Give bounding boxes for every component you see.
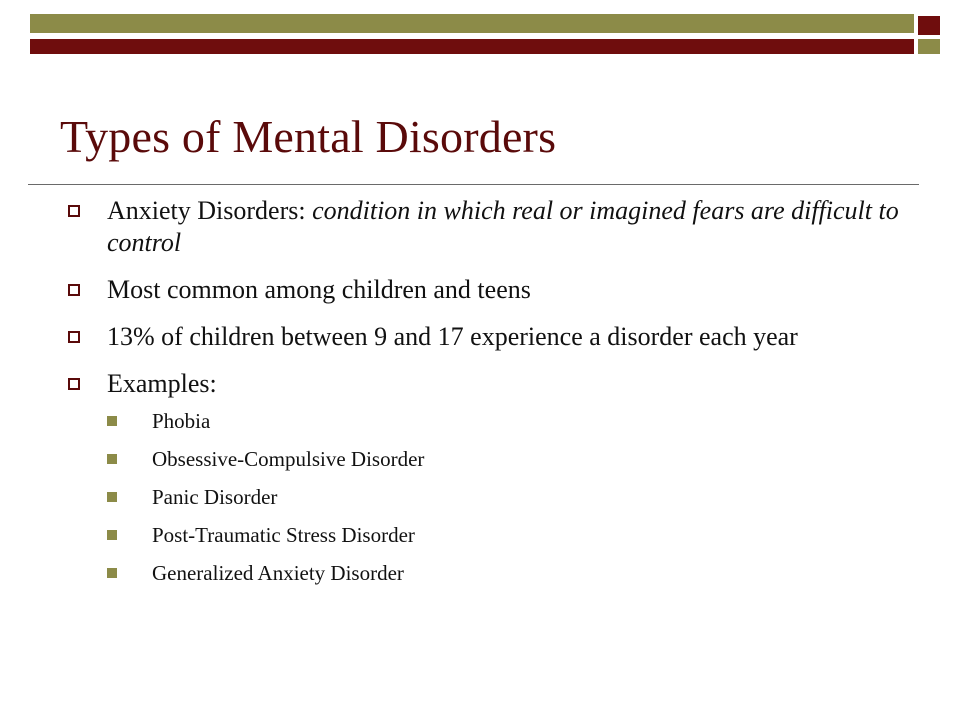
sub-item-gad (64, 554, 924, 592)
sub-item-label: Obsessive-Compulsive Disorder (152, 447, 425, 471)
sub-item-ocd (64, 440, 924, 478)
bullet-anxiety-disorders (64, 195, 924, 259)
corner-maroon-block (918, 16, 940, 35)
top-decorative-band (0, 14, 914, 54)
bullet-text: Examples: (107, 369, 217, 398)
bullet-description: condition in which real or imagined fears are difficult to control (107, 196, 899, 257)
title-divider (28, 184, 919, 185)
sub-item-label: Panic Disorder (152, 485, 278, 509)
hollow-square-bullet-icon (68, 205, 80, 217)
sub-item-label: Post-Traumatic Stress Disorder (152, 523, 415, 547)
corner-olive-block (918, 39, 940, 54)
sub-item-label: Phobia (152, 409, 211, 433)
bullet-examples (64, 368, 924, 400)
bullet-list (64, 195, 924, 592)
filled-square-bullet-icon (107, 568, 117, 578)
bullet-most-common (64, 274, 924, 306)
sub-item-ptsd (64, 516, 924, 554)
maroon-bar (30, 39, 914, 54)
filled-square-bullet-icon (107, 530, 117, 540)
hollow-square-bullet-icon (68, 284, 80, 296)
sub-item-label: Generalized Anxiety Disorder (152, 561, 404, 585)
slide-title: Types of Mental Disorders (60, 111, 557, 162)
hollow-square-bullet-icon (68, 331, 80, 343)
filled-square-bullet-icon (107, 492, 117, 502)
bullet-text: Most common among children and teens (107, 275, 531, 304)
bullet-statistic (64, 321, 924, 353)
olive-bar (30, 14, 914, 33)
bullet-text: 13% of children between 9 and 17 experience a disorder each year (107, 322, 798, 351)
examples-sublist (64, 402, 924, 592)
bullet-term: Anxiety Disorders: (107, 196, 313, 225)
hollow-square-bullet-icon (68, 378, 80, 390)
filled-square-bullet-icon (107, 454, 117, 464)
filled-square-bullet-icon (107, 416, 117, 426)
sub-item-panic (64, 478, 924, 516)
sub-item-phobia (64, 402, 924, 440)
